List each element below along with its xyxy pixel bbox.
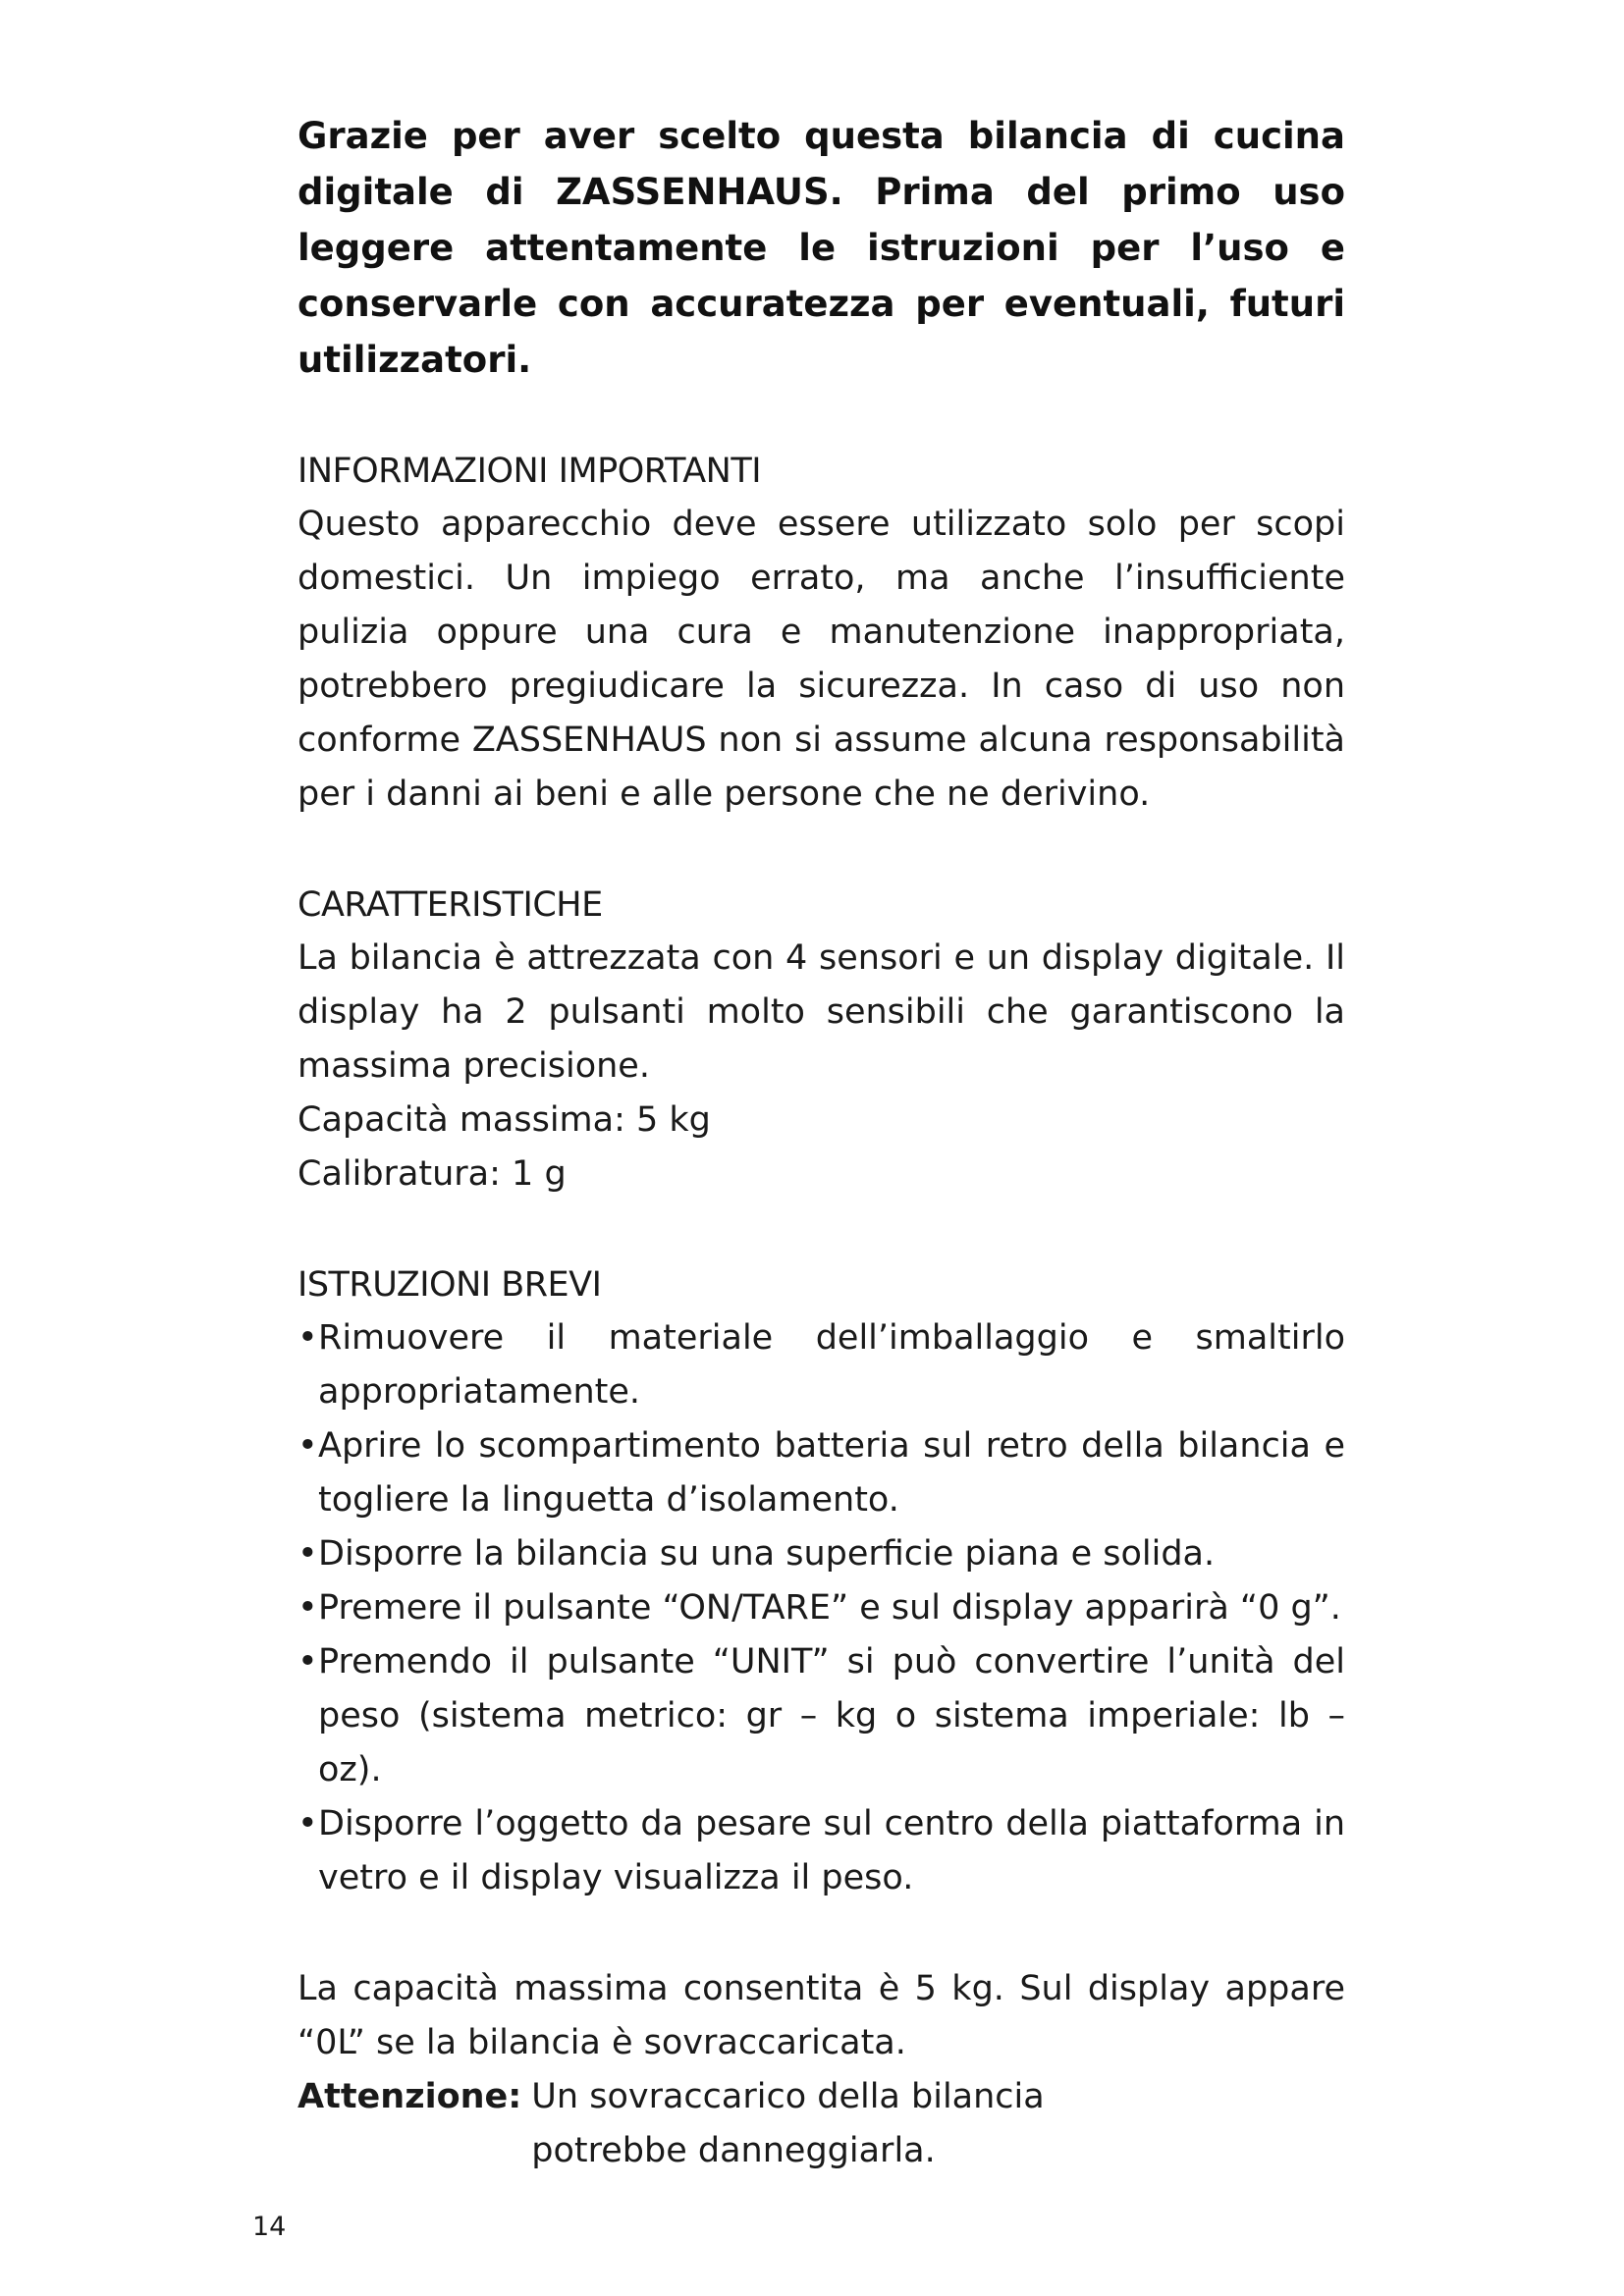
list-item [298,1527,1345,1581]
calibration: Calibratura: 1 g [298,1154,567,1194]
features-text: La bilancia è attrezzata con 4 sensori e un display digitale. Il display ha 2 pulsanti molto sensibili che garantiscono la massima precisione. [298,938,1345,1086]
quick-instructions-heading: ISTRUZIONI BREVI [298,1265,602,1305]
bullet-icon: • [298,1804,318,1843]
features-heading: CARATTERISTICHE [298,885,603,925]
list-item [298,1635,1345,1797]
bullet-icon: • [298,1318,318,1358]
section-overload [298,1962,1345,2178]
list-item-text: Aprire lo scompartimento batteria sul retro della bilancia e togliere la linguetta d’isolamento. [318,1426,1345,1520]
list-item [298,1419,1345,1527]
list-item-text: Disporre l’oggetto da pesare sul centro della piattaforma in vetro e il display visualizza il peso. [318,1804,1345,1897]
warning-text: Un sovraccarico della bilancia potrebbe danneggiarla. [531,2077,1045,2170]
list-item [298,1581,1345,1635]
overload-text: La capacità massima consentita è 5 kg. Sul display appare “0L” se la bilancia è sovraccaricata. [298,1969,1345,2062]
manual-page [298,108,1345,2178]
bullet-icon: • [298,1642,318,1682]
list-item-text: Disporre la bilancia su una superficie piana e solida. [318,1534,1216,1574]
section-quick-instructions [298,1258,1345,1905]
section-features [298,879,1345,1201]
page-number: 14 [252,2212,287,2242]
list-item [298,1797,1345,1905]
list-item [298,1311,1345,1419]
bullet-icon: • [298,1588,318,1628]
list-item-text: Premendo il pulsante “UNIT” si può convertire l’unità del peso (sistema metrico: gr – kg o sistema imperiale: lb – oz). [318,1642,1345,1789]
warning-note [298,2070,1345,2178]
intro-paragraph: Grazie per aver scelto questa bilancia di cucina digitale di ZASSENHAUS. Prima del primo uso leggere attentamente le istruzioni per l’uso e conservarle con accuratezza per eventuali, futuri utilizzatori. [298,115,1345,381]
important-info-text: Questo apparecchio deve essere utilizzato solo per scopi domestici. Un impiego errato, ma anche l’insufficiente pulizia oppure una cura e manutenzione inappropriata, potrebbero pregiudicare la sicurezza. In caso di uso non conforme ZASSENHAUS non si assume alcuna responsabilità per i danni ai beni e alle persone che ne derivino. [298,505,1345,814]
max-capacity: Capacità massima: 5 kg [298,1100,711,1140]
bullet-icon: • [298,1426,318,1466]
list-item-text: Rimuovere il materiale dell’imballaggio e smaltirlo appropriatamente. [318,1318,1345,1412]
warning-label: Attenzione: [298,2077,522,2116]
list-item-text: Premere il pulsante “ON/TARE” e sul display apparirà “0 g”. [318,1588,1341,1628]
bullet-icon: • [298,1534,318,1574]
important-info-heading: INFORMAZIONI IMPORTANTI [298,452,762,491]
section-important-info [298,445,1345,822]
instructions-list [298,1311,1345,1905]
